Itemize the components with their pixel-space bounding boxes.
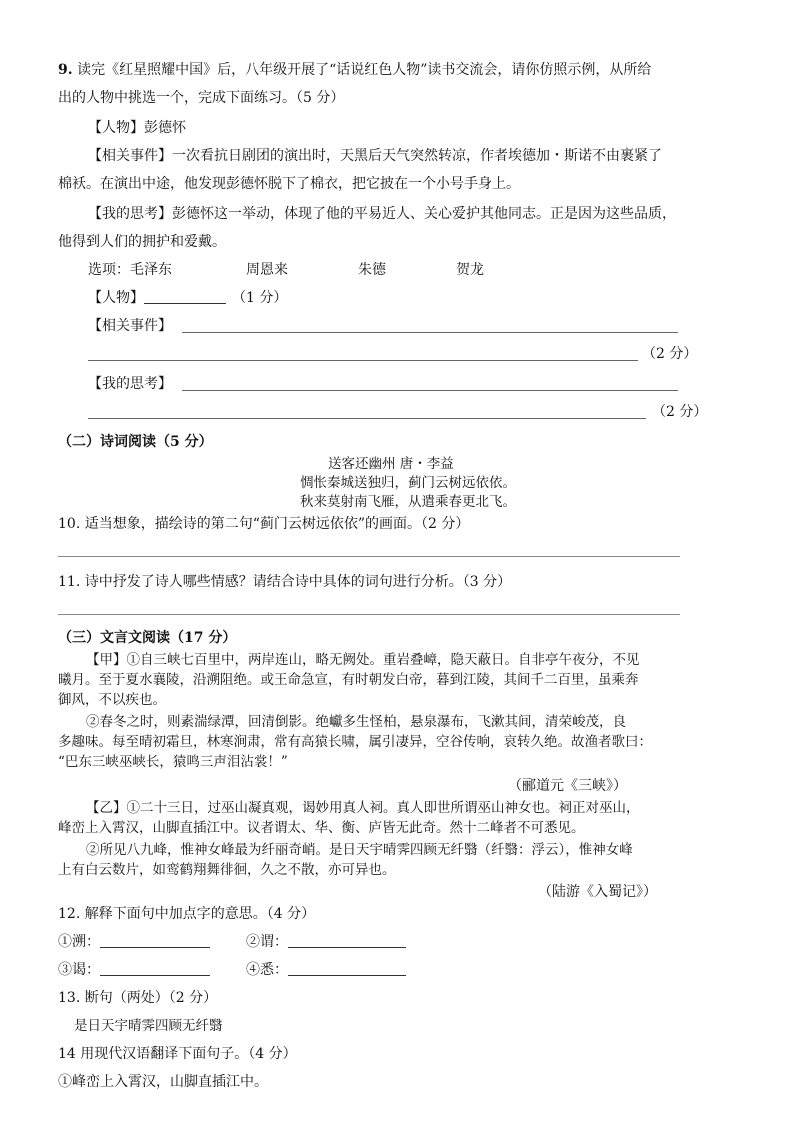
q12-item-2 [246,932,406,952]
passage-jia-line-2: 曦月。至于夏水襄陵，沿溯阻绝。或王命急宣，有时朝发白帝，暮到江陵，其间千二百里，虽乘奔 [58,672,639,688]
person-answer-blank[interactable] [144,289,226,304]
q13-prompt: 13. 断句（两处）（2 分） [58,990,218,1006]
passage-jia-line-1: 【甲】①自三峡七百里中，两岸连山，略无阙处。重岩叠嶂，隐天蔽日。自非亭午夜分，不见 [86,652,640,668]
passage-yi-source: （陆游《入蜀记》） [538,884,657,900]
q12-item-1-blank[interactable] [100,933,210,948]
thought-points: （2 分） [652,404,708,420]
example-person: 【人物】彭德怀 [88,120,186,136]
q9-line2: 出的人物中挑选一个，完成下面练习。（5 分） [58,90,345,106]
q11-answer-line[interactable] [58,614,680,615]
options-label: 选项： [88,262,130,278]
passage-yi-line-4: 上有白云数片，如鸾鹤翔舞徘徊，久之不散，亦可异也。 [58,862,396,878]
event-answer-line-2[interactable] [88,360,638,361]
q12-prompt: 12. 解释下面句中加点字的意思。（4 分） [58,906,316,922]
q12-item-4-blank[interactable] [288,961,406,976]
example-event-2: 棉袄。在演出中途，他发现彭德怀脱下了棉衣，把它披在一个小号手身上。 [58,176,520,192]
passage-yi-line-1: 【乙】①二十三日，过巫山凝真观，谒妙用真人祠。真人即世所谓巫山神女也。祠正对巫山， [86,800,640,816]
example-thought-1: 【我的思考】彭德怀这一举动，体现了他的平易近人、关心爱护其他同志。正是因为这些品质， [88,206,676,222]
q12-item-1 [58,932,210,952]
q10-prompt: 10. 适当想象，描绘诗的第二句“蓟门云树远依依”的画面。（2 分） [58,516,470,532]
q9-prompt-1: 读完《红星照耀中国》后，八年级开展了“话说红色人物”读书交流会，请你仿照示例，从所给 [72,62,652,78]
q12-item-4-label: ④悉： [246,962,288,978]
passage-yi-line-3: ②所见八九峰，惟神女峰最为纤丽奇峭。是日天宇晴霁四顾无纤翳（纤翳：浮云），惟神女峰 [86,842,633,858]
q12-item-3-label: ③谒： [58,962,100,978]
q14-prompt: 14 用现代汉语翻译下面句子。（4 分） [58,1046,297,1062]
option-he: 贺龙 [456,262,484,278]
option-zhu: 朱德 [358,262,386,278]
q9-line1 [58,60,651,80]
thought-answer-line-1[interactable] [182,390,678,391]
q10-answer-line[interactable] [58,556,680,557]
poem-line-1: 惆怅秦城送独归，蓟门云树远依依。 [300,475,516,491]
poem-title: 送客还幽州 唐・李益 [328,456,454,472]
q12-item-3 [58,960,210,980]
event-points: （2 分） [642,346,698,362]
q12-item-2-label: ②谓： [246,934,288,950]
q9-number: 9. [58,62,73,78]
passage-jia-line-5: 多趣味。每至晴初霜旦，林寒涧肃，常有高猿长啸，属引凄异，空谷传响，哀转久绝。故渔者歌曰： [58,734,652,750]
option-mao: 毛泽东 [130,262,172,278]
event-answer-line-1[interactable] [182,332,678,333]
passage-jia-source: （郦道元《三峡》） [508,778,627,794]
example-event-1: 【相关事件】一次看抗日剧团的演出时，天黑后天气突然转凉，作者埃德加・斯诺不由裹紧了 [88,148,662,164]
passage-jia-line-6: “巴东三峡巫峡长，猿鸣三声泪沾裳！” [58,754,288,770]
q12-item-2-blank[interactable] [288,933,406,948]
q12-item-4 [246,960,406,980]
event-label: 【相关事件】 [88,318,172,334]
thought-label: 【我的思考】 [88,376,172,392]
thought-answer-line-2[interactable] [88,418,646,419]
q12-item-1-label: ①溯： [58,934,100,950]
passage-jia-line-4: ②春冬之时，则素湍绿潭，回清倒影。绝巘多生怪柏，悬泉瀑布，飞漱其间，清荣峻茂，良 [86,714,626,730]
section2-heading: （二）诗词阅读（5 分） [58,434,213,450]
q13-sentence: 是日天宇晴霁四顾无纤翳 [74,1018,223,1034]
q12-item-3-blank[interactable] [100,961,210,976]
person-label: 【人物】 [88,290,144,306]
example-thought-2: 他得到人们的拥护和爱戴。 [58,234,226,250]
passage-jia-line-3: 御风，不以疾也。 [58,692,166,708]
passage-yi-line-2: 峰峦上入霄汉，山脚直插江中。议者谓太、华、衡、庐皆无此奇。然十二峰者不可悉见。 [58,820,585,836]
person-answer-row [88,288,287,308]
section3-heading: （三）文言文阅读（17 分） [58,630,237,646]
q11-prompt: 11. 诗中抒发了诗人哪些情感？请结合诗中具体的词句进行分析。（3 分） [58,574,512,590]
option-zhou: 周恩来 [246,262,288,278]
options-row [88,260,172,280]
q14-item-1: ①峰峦上入霄汉，山脚直插江中。 [58,1074,268,1090]
poem-line-2: 秋来莫射南飞雁，从遣乘春更北飞。 [300,494,516,510]
person-points: （1 分） [232,290,288,306]
